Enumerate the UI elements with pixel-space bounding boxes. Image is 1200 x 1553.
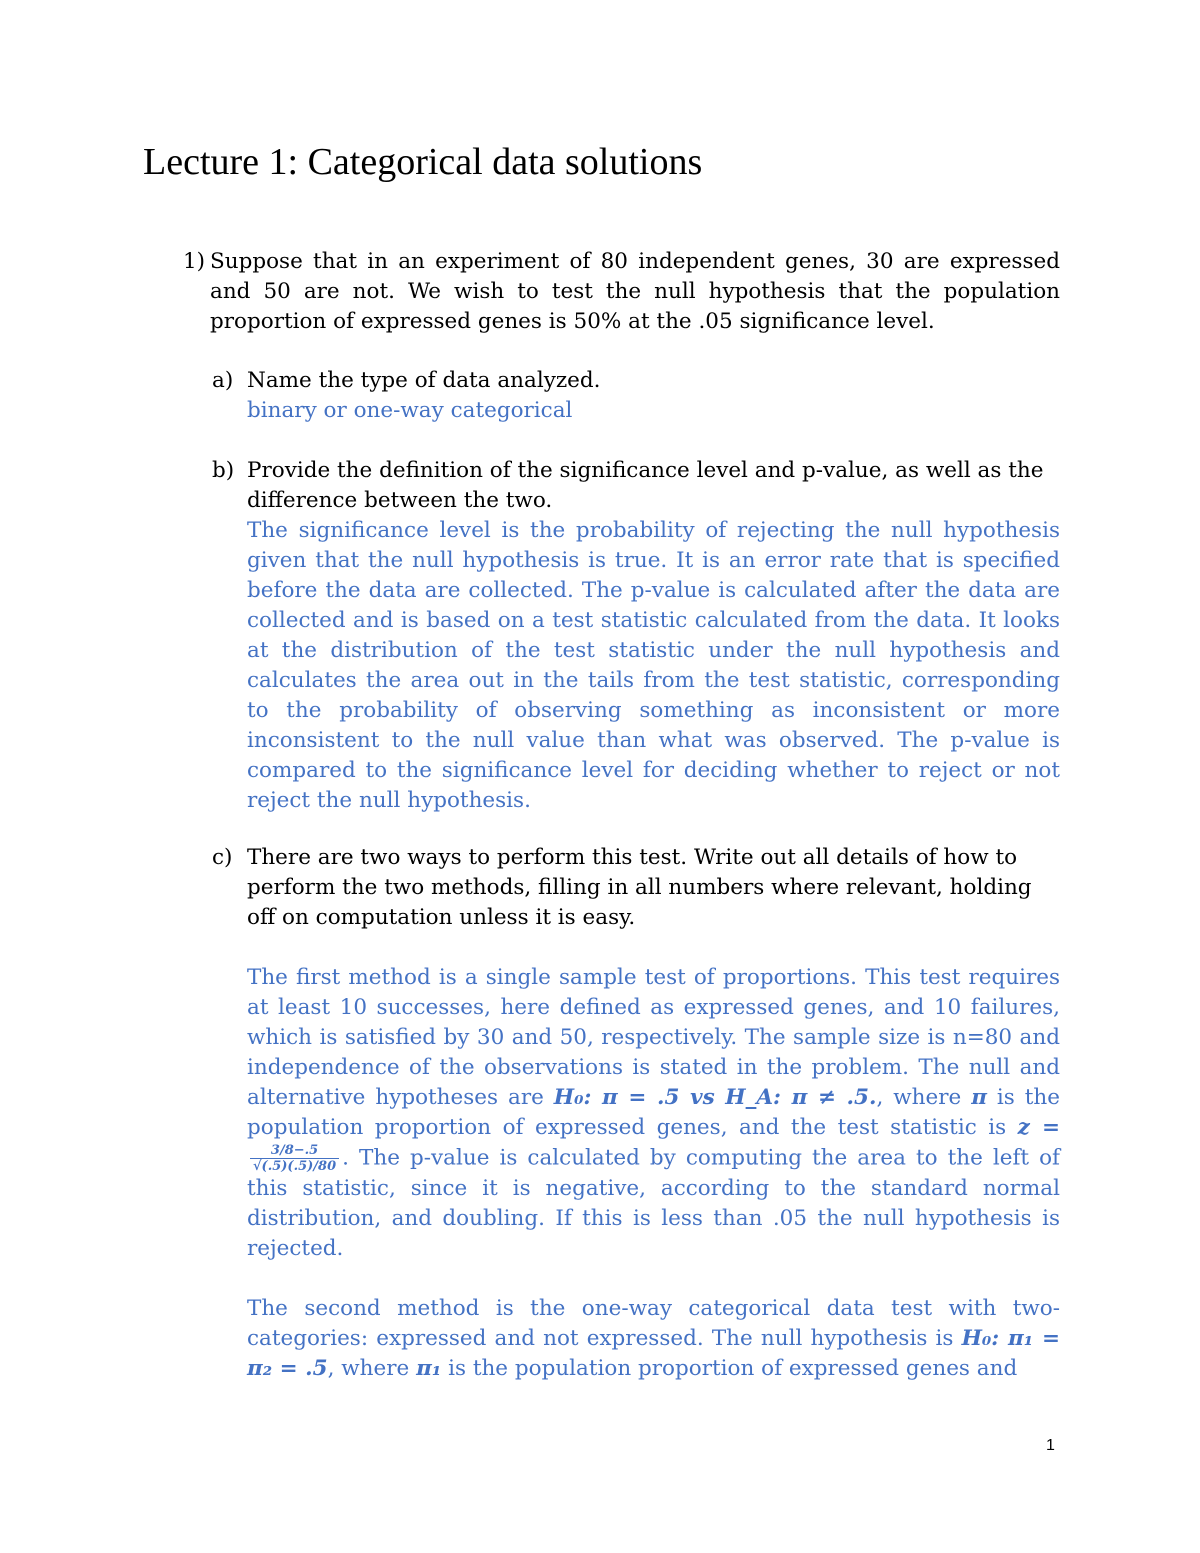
test-statistic-fraction <box>250 1143 339 1174</box>
method-2-text-1: The second method is the one-way categorical data test with two-categories: expressed and not expressed. The null hypothesis is <box>247 1296 1060 1351</box>
part-a-letter: a) <box>212 368 234 393</box>
method-1-text-4: . The p-value is calculated by computing the area to the left of this statistic, since it is negative, according to the standard normal distribution, and doubling. If this is less than .05 the null hypothesis is rejected. <box>247 1145 1060 1261</box>
method-1-hypotheses: H₀: π = .5 vs H_A: π ≠ .5. <box>553 1085 877 1110</box>
part-c-block <box>247 843 1060 1384</box>
fraction-denominator: √(.5)(.5)/80 <box>253 1159 337 1174</box>
part-b-letter: b) <box>212 458 235 483</box>
part-a-block <box>247 366 1060 426</box>
method-2-pi1: π₁ <box>416 1356 442 1381</box>
method-2-text-3: is the population proportion of expressed genes and <box>441 1356 1018 1381</box>
method-1-text-3: is the population proportion of expressed genes, and the test statistic is <box>247 1085 1060 1140</box>
part-b-question: Provide the definition of the significance level and p-value, as well as the difference between the two. <box>247 458 1044 513</box>
fraction-numerator: 3/8−.5 <box>250 1143 339 1159</box>
part-b-answer: The significance level is the probability of rejecting the null hypothesis given that the null hypothesis is true. It is an error rate that is specified before the data are collected. The p-value is calculated after the data are collected and is based on a test statistic calculated from the data. It looks at the distribution of the test statistic under the null hypothesis and calculates the area out in the tails from the test statistic, corresponding to the probability of observing something as inconsistent or more inconsistent to the null value than what was observed. The p-value is compared to the significance level for deciding whether to reject or not reject the null hypothesis. <box>247 518 1060 813</box>
method-1-pi: π <box>971 1085 987 1110</box>
method-1-z: z = <box>1017 1115 1060 1140</box>
method-1-text-2: , where <box>876 1085 972 1110</box>
part-c-question: There are two ways to perform this test. Write out all details of how to perform the two methods, filling in all numbers where relevant, holding off on computation unless it is easy. <box>247 845 1032 930</box>
method-2-hypothesis: H₀: π₁ = π₂ = .5 <box>247 1326 1060 1381</box>
part-a-answer: binary or one-way categorical <box>247 398 573 423</box>
method-2-paragraph <box>247 1294 1060 1384</box>
page-number: 1 <box>1046 1437 1055 1454</box>
page-title: Lecture 1: Categorical data solutions <box>143 141 703 183</box>
part-c-letter: c) <box>212 845 233 870</box>
part-a-question: Name the type of data analyzed. <box>247 368 601 393</box>
question-1-number: 1) <box>183 249 206 274</box>
part-b-block <box>247 456 1060 816</box>
question-1-text: Suppose that in an experiment of 80 independent genes, 30 are expressed and 50 are not. We wish to test the null hypothesis that the population proportion of expressed genes is 50% at the .05 significance level. <box>210 249 1060 334</box>
method-2-text-2: , where <box>327 1356 417 1381</box>
method-1-paragraph <box>247 963 1060 1264</box>
method-1-text-1: The first method is a single sample test of proportions. This test requires at least 10 successes, here defined as expressed genes, and 10 failures, which is satisfied by 30 and 50, respectively. The sample size is n=80 and independence of the observations is stated in the problem. The null and alternative hypotheses are <box>247 965 1060 1110</box>
